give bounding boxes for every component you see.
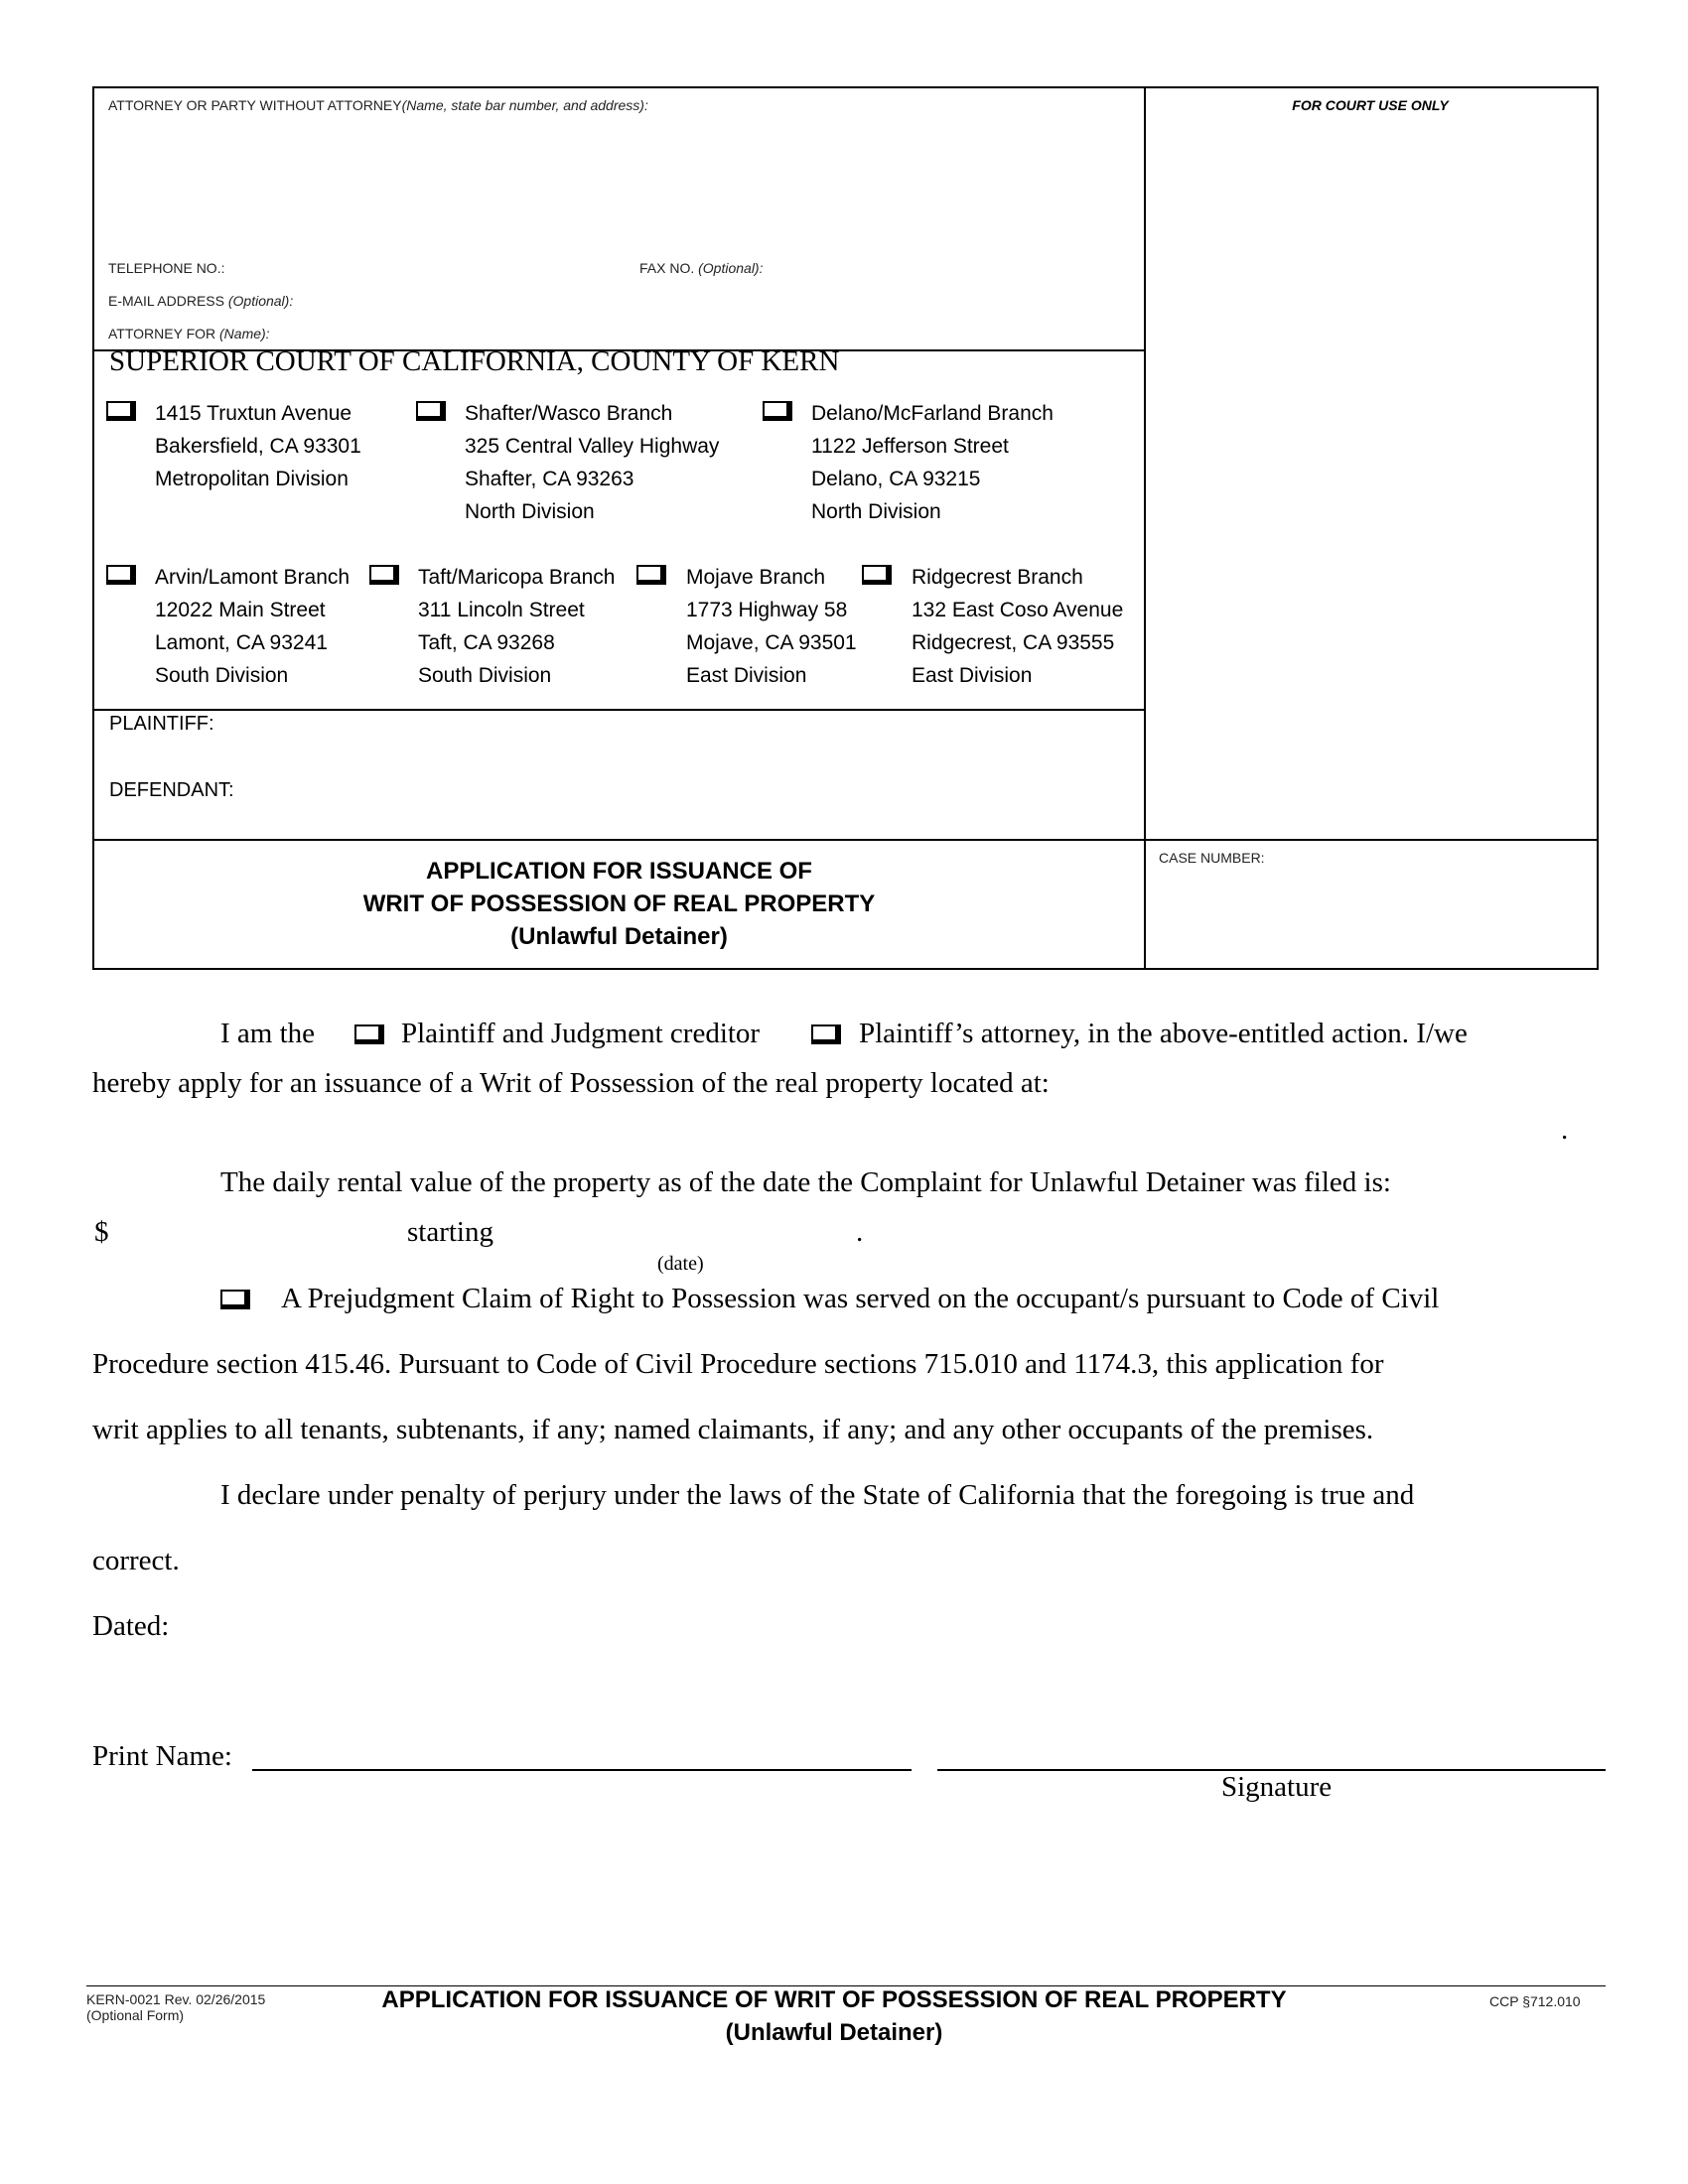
claim-line-2: Procedure section 415.46. Pursuant to Code of Civil Procedure sections 715.010 and 1174.3, this application for — [92, 1348, 1384, 1380]
form-title-line3: (Unlawful Detainer) — [510, 923, 728, 950]
print-name-line[interactable] — [252, 1769, 912, 1771]
branch-name: Delano/McFarland Branch — [811, 402, 1054, 425]
attorney-label-text: ATTORNEY OR PARTY WITHOUT ATTORNEY — [108, 97, 402, 113]
attorney-for-label — [108, 326, 270, 341]
branch-division: East Division — [912, 664, 1033, 687]
starting-line-end: . — [856, 1216, 864, 1248]
branch-city: Mojave, CA 93501 — [686, 631, 857, 654]
branch-street: 325 Central Valley Highway — [465, 435, 720, 458]
branch-checkbox-mojave[interactable] — [636, 565, 666, 585]
branch-name: Shafter/Wasco Branch — [465, 402, 673, 425]
attorney-label — [108, 97, 648, 113]
telephone-label: TELEPHONE NO.: — [108, 260, 225, 276]
footer-title-line1: APPLICATION FOR ISSUANCE OF WRIT OF POSSESSION OF REAL PROPERTY — [381, 1986, 1287, 2013]
court-use-divider — [1144, 86, 1146, 969]
attorney-option-label: Plaintiff’s attorney, in the above-entitled action. I/we — [859, 1018, 1468, 1049]
branch-street: 311 Lincoln Street — [418, 599, 585, 621]
plaintiff-option-label: Plaintiff and Judgment creditor — [401, 1018, 761, 1049]
fax-label — [639, 260, 763, 276]
form-title-line1: APPLICATION FOR ISSUANCE OF — [426, 858, 812, 885]
branch-shafter — [465, 397, 719, 528]
claim-line-3: writ applies to all tenants, subtenants, if any; named claimants, if any; and any other occupants of the premises. — [92, 1414, 1374, 1445]
date-hint: (date) — [657, 1253, 704, 1275]
branch-name: Ridgecrest Branch — [912, 566, 1083, 589]
declare-line-1: I declare under penalty of perjury under the laws of the State of California that the foregoing is true and — [220, 1479, 1415, 1511]
case-number-label: CASE NUMBER: — [1159, 850, 1265, 866]
branch-street: 12022 Main Street — [155, 599, 326, 621]
branch-division: North Division — [811, 500, 941, 523]
form-number-text: KERN-0021 Rev. 02/26/2015 — [86, 1991, 266, 2007]
court-name: SUPERIOR COURT OF CALIFORNIA, COUNTY OF KERN — [109, 345, 840, 377]
header-bottom-border — [92, 968, 1599, 970]
apply-line: hereby apply for an issuance of a Writ of Possession of the real property located at: — [92, 1067, 1050, 1099]
attorney-label-hint: (Name, state bar number, and address): — [401, 97, 648, 113]
court-use-label: FOR COURT USE ONLY — [1292, 97, 1449, 113]
declare-line-2: correct. — [92, 1545, 180, 1576]
branch-street: 132 East Coso Avenue — [912, 599, 1124, 621]
footer-title — [298, 1983, 1370, 2049]
footer-title-line2: (Unlawful Detainer) — [725, 2019, 943, 2046]
optional-form-text: (Optional Form) — [86, 2007, 185, 2023]
rental-line: The daily rental value of the property as of the date the Complaint for Unlawful Detainer was filed is: — [220, 1166, 1391, 1198]
signature-label: Signature — [1221, 1771, 1333, 1803]
branch-checkbox-ridgecrest[interactable] — [862, 565, 892, 585]
print-name-label: Print Name: — [92, 1740, 232, 1772]
branch-name: Mojave Branch — [686, 566, 826, 589]
branch-checkbox-bakersfield[interactable] — [106, 401, 136, 421]
header-top-border — [92, 86, 1599, 88]
i-am-the: I am the — [220, 1018, 316, 1049]
starting-label: starting — [407, 1216, 493, 1248]
header-left-border — [92, 86, 94, 969]
branch-name: 1415 Truxtun Avenue — [155, 402, 352, 425]
fax-label-text: FAX NO. — [639, 260, 695, 276]
branch-street: Bakersfield, CA 93301 — [155, 435, 361, 458]
branch-checkbox-arvin[interactable] — [106, 565, 136, 585]
branch-city: Taft, CA 93268 — [418, 631, 555, 654]
email-label — [108, 293, 293, 309]
plaintiff-option-checkbox[interactable] — [354, 1024, 384, 1044]
dollar-sign: $ — [94, 1216, 109, 1248]
branch-division: South Division — [418, 664, 552, 687]
branch-name: Taft/Maricopa Branch — [418, 566, 616, 589]
branch-taft — [418, 561, 615, 692]
branch-arvin — [155, 561, 350, 692]
branch-city: Ridgecrest, CA 93555 — [912, 631, 1115, 654]
branches-box-bottom — [92, 709, 1145, 711]
email-label-hint: (Optional): — [227, 293, 294, 309]
branch-division: Metropolitan Division — [155, 468, 349, 490]
branch-name: Arvin/Lamont Branch — [155, 566, 351, 589]
claim-checkbox[interactable] — [220, 1290, 250, 1309]
attorney-for-label-hint: (Name): — [219, 326, 270, 341]
form-number — [86, 1991, 265, 2023]
parties-box-bottom — [92, 839, 1599, 841]
statute-reference: CCP §712.010 — [1489, 1993, 1581, 2009]
claim-line-1: A Prejudgment Claim of Right to Possession was served on the occupant/s pursuant to Code of Civil — [281, 1283, 1440, 1314]
fax-label-hint: (Optional): — [698, 260, 764, 276]
branch-checkbox-taft[interactable] — [369, 565, 399, 585]
attorney-for-label-text: ATTORNEY FOR — [108, 326, 216, 341]
branch-delano — [811, 397, 1054, 528]
branch-city: Lamont, CA 93241 — [155, 631, 328, 654]
defendant-label: DEFENDANT: — [109, 779, 234, 801]
address-line-end: . — [1561, 1114, 1569, 1146]
branch-city: Delano, CA 93215 — [811, 468, 981, 490]
branch-division: North Division — [465, 500, 595, 523]
branch-bakersfield — [155, 397, 361, 495]
branch-checkbox-shafter[interactable] — [416, 401, 446, 421]
branch-division: South Division — [155, 664, 289, 687]
branch-division: East Division — [686, 664, 807, 687]
dated-label: Dated: — [92, 1610, 170, 1642]
email-label-text: E-MAIL ADDRESS — [108, 293, 224, 309]
branch-street: 1773 Highway 58 — [686, 599, 848, 621]
plaintiff-label: PLAINTIFF: — [109, 713, 214, 735]
attorney-option-checkbox[interactable] — [811, 1024, 841, 1044]
branch-city: Shafter, CA 93263 — [465, 468, 634, 490]
branch-mojave — [686, 561, 857, 692]
form-title-line2: WRIT OF POSSESSION OF REAL PROPERTY — [362, 890, 876, 917]
form-title — [94, 855, 1144, 953]
branch-ridgecrest — [912, 561, 1123, 692]
header-right-border — [1597, 86, 1599, 969]
branch-checkbox-delano[interactable] — [763, 401, 792, 421]
branch-street: 1122 Jefferson Street — [811, 435, 1009, 458]
